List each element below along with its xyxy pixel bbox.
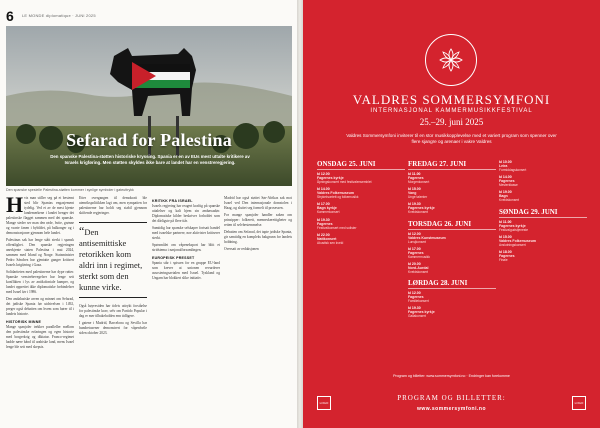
schedule-event xyxy=(499,160,587,172)
event-time: kl 19.00 xyxy=(499,190,512,195)
event-time: kl 19.30 xyxy=(317,217,330,222)
event-place: Fagernes xyxy=(499,179,515,184)
schedule-event xyxy=(408,247,496,259)
event-time: kl 12.00 xyxy=(408,291,421,296)
event-place: Vang xyxy=(408,191,417,196)
pull-quote-text: Den antisemittiske retorikken kom aldri inn i regimet, sterkt som den kunne virke. xyxy=(79,227,143,292)
subheading: HISTORISK MINNE xyxy=(6,320,42,324)
paragraph: Spørsmålet om våpeneksport har blitt et stridstema i nasjonalforsamlingen. xyxy=(152,243,220,252)
photo-caption: Den spanske spesielle Palestina-støtten kommer i synlige symboler i gateuttrykk xyxy=(6,188,134,192)
event-desc: Formiddagskonsert xyxy=(499,168,527,172)
schedule-event xyxy=(408,306,496,318)
schedule-event xyxy=(408,187,496,199)
event-desc: Mesterklasse xyxy=(499,183,518,188)
event-desc: Festivalkonsert med solister xyxy=(317,225,357,230)
paragraph: Israels regjering har reagert kraftig på spanske uttalelser og kalt hjem sin ambassadør. Diplomatiske kilder beskriver forholdet som det dårligste på flere tiår. xyxy=(152,204,220,223)
festival-title: VALDRES SOMMERSYMFONI xyxy=(352,92,551,107)
event-place: Fagernes kyrkje xyxy=(408,310,435,315)
paragraph: Den andalusiske arven og minnet om Sefarad, det jødiske Spania før utdrivelsen i 1492, preger også debatten om hvem som hører til i landets historie. xyxy=(6,297,74,316)
schedule-day xyxy=(408,160,496,215)
schedule-event xyxy=(408,291,496,303)
day-heading: SØNDAG 29. JUNI xyxy=(499,208,587,218)
event-time: kl 18.00 xyxy=(499,250,512,255)
event-desc: Lunsjkonsert xyxy=(408,239,427,244)
schedule-event xyxy=(499,250,587,262)
schedule-column-1 xyxy=(317,160,405,250)
schedule-event xyxy=(408,262,496,274)
paragraph: Etter overgangen til demokrati ble utenrikspolitikken lagt om, men sympatien for palestinerne har holdt seg stabil gjennom skiftende regjeringer. xyxy=(79,196,147,215)
paragraph: Solidariteten med palestinerne har dype røtter. Spanske venstrebevegelser har lenge sett konflikten i lys av antikoloniale kamper, og landet opprettet ikke diplomatiske forbindelser med Israel før i 1986. xyxy=(6,270,74,294)
event-time: kl 15.00 xyxy=(499,234,512,239)
festival-website-link[interactable]: www.sommersymfoni.no xyxy=(417,406,486,412)
pull-quote xyxy=(79,222,147,298)
festival-flower-icon xyxy=(425,34,477,86)
event-desc: Gallakonsert xyxy=(408,314,426,319)
left-page xyxy=(0,0,297,428)
schedule-event xyxy=(408,202,496,214)
schedule-day xyxy=(499,160,587,203)
article-body xyxy=(6,196,292,420)
paragraph: Madrid har også støttet Sør-Afrikas sak mot Israel ved Den internasjonale domstolen i Haag, og sluttet seg formelt til prosessen. xyxy=(224,196,292,210)
schedule-footnote: Program og billetter: www.sommersymfoni.no · Endringer kan forekomme xyxy=(393,374,510,378)
event-time: kl 19.30 xyxy=(408,306,421,311)
page-number: 6 xyxy=(6,8,14,24)
event-desc: Akustisk sen kveld xyxy=(317,240,344,245)
paragraph: Mange spanjoler trekker paralleller mellom den palestinske erfaringen og egen historie med borgerkrig og diktatur. Franco-regimet hadde nære bånd til arabiske land, mens Israel lenge ble sett med skepsis. xyxy=(6,325,74,349)
event-desc: Kammermusikk xyxy=(408,254,430,259)
event-place: Fagernes xyxy=(408,250,424,255)
event-place: Nord-Aurdal xyxy=(408,266,429,271)
event-time: kl 10.00 xyxy=(499,160,512,164)
festival-dates: 25.–29. juni 2025 xyxy=(419,117,484,127)
event-desc: Kammerkonsert xyxy=(317,210,340,215)
article-column-3 xyxy=(152,196,220,420)
event-desc: Åpningskonsert med festivalensemblet xyxy=(317,180,372,184)
sponsor-logo-left: LOGO xyxy=(317,396,331,410)
author-note: Oversatt av redaksjonen xyxy=(224,247,259,251)
event-place: Valdres Kunstmuseum xyxy=(408,235,446,240)
quote-mark-icon: “ xyxy=(79,224,85,238)
event-place: Bagn xyxy=(499,194,508,199)
paragraph: I gatene i Madrid, Barcelona og Sevilla har hundretusener demonstrert for våpenhvile siden oktober 2023. xyxy=(79,321,147,335)
event-place: Fagernes kyrkje xyxy=(317,176,344,180)
day-heading: TORSDAG 26. JUNI xyxy=(408,220,496,230)
schedule-event xyxy=(499,220,587,232)
page-meta: LE MONDE diplomatique · JUNI 2025 xyxy=(22,13,96,18)
sponsor-logo-right: LOGO xyxy=(572,396,586,410)
schedule-day xyxy=(408,279,496,318)
right-page-ad xyxy=(303,0,600,428)
festival-subtitle: INTERNASJONAL KAMMERMUSIKKFESTIVAL xyxy=(370,108,533,114)
event-time: kl 17.00 xyxy=(408,246,421,251)
event-desc: Avslutningskonsert xyxy=(499,242,526,247)
article-column-1 xyxy=(6,196,74,420)
event-place: Fagernes xyxy=(408,176,424,180)
event-time: kl 14.00 xyxy=(499,175,512,180)
day-heading: ONSDAG 25. JUNI xyxy=(317,160,405,170)
paragraph: Samtidig har spanske selskaper fortsatt handel med israelske partnere, noe aktivister kritiserer sterkt. xyxy=(152,226,220,240)
event-desc: Festivalgudstjeneste xyxy=(499,227,529,232)
schedule-event xyxy=(317,172,405,184)
schedule-day xyxy=(408,220,496,275)
article-column-2 xyxy=(79,196,147,420)
paragraph: Debatten om Sefarad, det tapte jødiske Spania, gir samtidig en kompleks bakgrunn for landets holdning. xyxy=(224,230,292,244)
subheading: KRITIKK FRA ISRAEL xyxy=(152,199,193,203)
schedule-event xyxy=(317,202,405,214)
event-desc: Kveldskonsert xyxy=(499,198,520,203)
event-desc: Kveldskonsert xyxy=(408,210,429,215)
event-desc: Unge talenter xyxy=(408,195,428,200)
event-desc: Finale xyxy=(499,258,508,263)
event-place: Bagn kyrkje xyxy=(317,206,337,211)
schedule-column-3 xyxy=(499,160,587,267)
event-time: kl 12.00 xyxy=(317,172,330,176)
schedule-day xyxy=(499,208,587,263)
schedule-column-2 xyxy=(408,160,496,324)
event-place: Fagernes xyxy=(408,295,424,300)
event-place: Fagernes xyxy=(317,221,333,226)
day-heading: LØRDAG 28. JUNI xyxy=(408,279,496,289)
schedule-event xyxy=(408,172,496,184)
article-deck: Den spanske Palestina-støtten historiske kryssing. Spania er en av EUs mest uttalte kritikere av Israels krigføring. Men støtten skyldes ikke bare at landet har en venstreregjering. xyxy=(50,154,250,165)
day-heading: FREDAG 27. JUNI xyxy=(408,160,496,170)
schedule-event xyxy=(317,187,405,199)
schedule-event xyxy=(317,233,405,245)
event-place: Valdres Folkemuseum xyxy=(499,238,536,243)
event-place: Fagernes xyxy=(499,254,515,259)
intro-text: vis man stiller seg på et bestemt sted blir Spanias engasjement tydelig. Ved et av de mest kjente landemerkene i landet henger det palestinske flagget sammen med det spanske. Mange steder ser man den røde, hvite, grønne og svarte fanen i bybildet, på balkonger og i demonstrasjoner gjennom hele landet. xyxy=(6,196,74,235)
event-place: Fagernes kyrkje xyxy=(408,206,435,211)
event-time: kl 19.30 xyxy=(408,202,421,207)
event-desc: Kveldskonsert xyxy=(408,270,429,275)
event-place: Leira xyxy=(499,164,508,168)
schedule-event xyxy=(499,175,587,187)
paragraph: Spania står i spissen for en gruppe EU-land som krever at unionen revurderer assosieringsavtalen med Israel. Tyskland og Ungarn har blokkert slike initiativ. xyxy=(152,261,220,280)
drop-cap: H xyxy=(6,196,24,217)
schedule-event xyxy=(499,235,587,247)
event-place: Nattkonsert xyxy=(317,236,337,241)
event-place: Fagernes kyrkje xyxy=(499,223,526,228)
festival-intro: Valdres Sommersymfoni inviterer til en stor musikkopplevelse med et variert program som spenner over flere sjangre og arenaer i vakre Valdres xyxy=(346,133,557,144)
article-column-4 xyxy=(224,196,292,420)
page-header xyxy=(0,0,297,26)
event-time: kl 14.00 xyxy=(317,187,330,192)
event-time: kl 22.00 xyxy=(317,232,330,237)
event-desc: Strykekvartett og folkemusikk xyxy=(317,195,359,200)
event-time: kl 15.00 xyxy=(408,187,421,192)
event-time: kl 17.00 xyxy=(317,202,330,207)
event-time: kl 20.00 xyxy=(408,262,421,267)
event-time: kl 12.00 xyxy=(408,231,421,236)
schedule-event xyxy=(408,232,496,244)
event-desc: Familiekonsert xyxy=(408,299,429,304)
paragraph: For mange spanjoler handler saken om prinsipper: folkerett, menneskerettigheter og retten til selvbestemmelse. xyxy=(224,213,292,227)
schedule-event xyxy=(499,190,587,202)
paragraph: Også høyresiden har tidvis uttrykt forståelse for palestinske krav, selv om Partido Popular i dag er mer tilbakeholden enn tidligere. xyxy=(79,304,147,318)
schedule-day xyxy=(317,160,405,245)
event-time: kl 11.00 xyxy=(499,219,512,224)
event-desc: Morgenkonsert xyxy=(408,180,430,184)
tickets-label: PROGRAM OG BILLETTER: xyxy=(397,394,506,402)
paragraph: Palestinas sak har lenge stått sterkt i spansk offentlighet. Den spanske regjeringen anerkjente staten Palestina i mai 2024, sammen med Irland og Norge. Statsminister Pedro Sánchez har gjentatte ganger kritisert Israels krigføring i Gaza. xyxy=(6,238,74,267)
event-place: Valdres Folkemuseum xyxy=(317,191,354,196)
event-time: kl 11.00 xyxy=(408,172,421,176)
article-headline: Sefarad for Palestina xyxy=(66,130,232,150)
schedule-event xyxy=(317,218,405,230)
subheading: EUROPEISK PRESSET xyxy=(152,256,195,260)
